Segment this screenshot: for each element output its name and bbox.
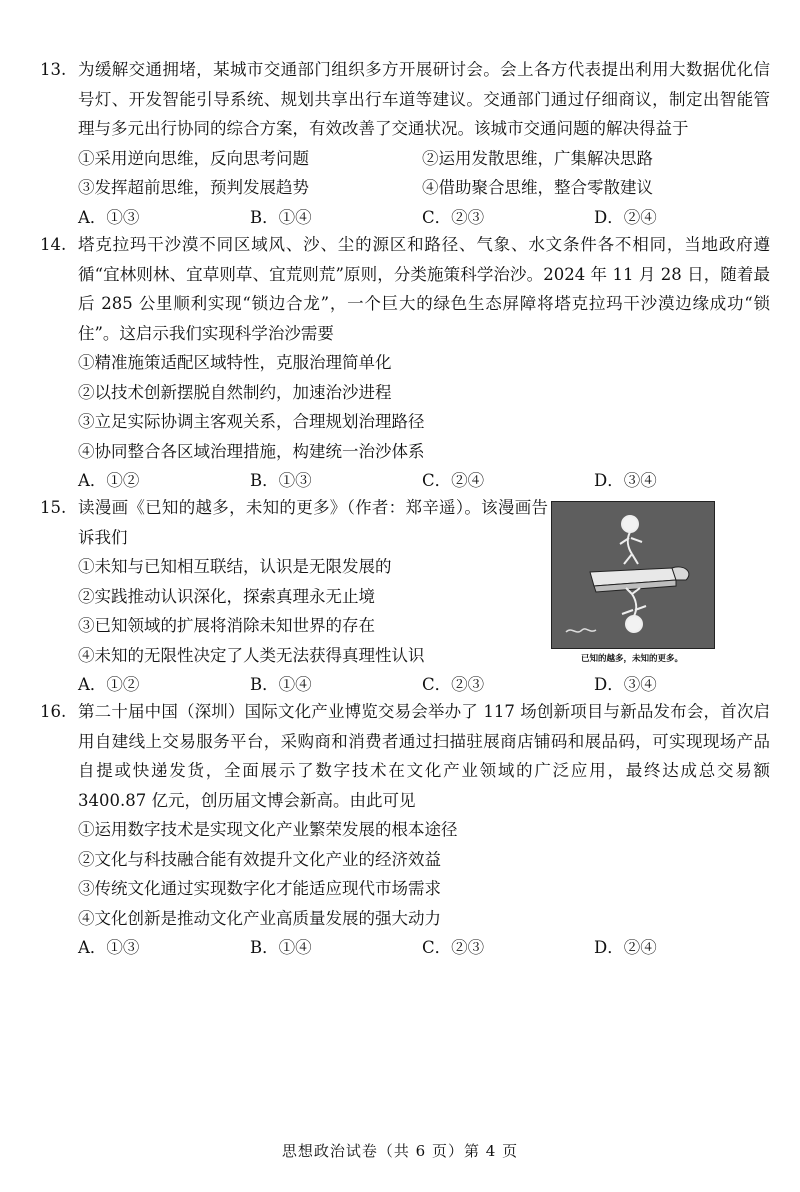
answer-choice-b: B．①④ xyxy=(250,207,312,227)
answer-choice-d: D．③④ xyxy=(594,675,657,694)
question-stem: 塔克拉玛干沙漠不同区域风、沙、尘的源区和路径、气象、水文条件各不相同，当地政府遵循“宜林则林、宜草则草、宜荒则荒”原则，分类施策科学治沙。2024 年 11 月 28 日，随着最后 285 公里顺利实现“锁边合龙”，一个巨大的绿色生态屏障将塔克拉玛干沙漠边缘成功“锁住”。这启示我们实现科学治沙需要 xyxy=(78,235,770,343)
answer-choice-a: A．①③ xyxy=(78,938,140,957)
answer-choice-c: C．②③ xyxy=(422,675,485,694)
question-number: 14. xyxy=(40,235,67,254)
answer-choices xyxy=(78,466,770,496)
statement-option: ③发挥超前思维，预判发展趋势 xyxy=(78,178,309,197)
answer-choice-a: A．①② xyxy=(78,675,140,694)
answer-choices xyxy=(78,933,770,963)
answer-choice-c: C．②③ xyxy=(422,207,485,227)
statement-option: ④文化创新是推动文化产业高质量发展的强大动力 xyxy=(78,908,441,928)
statement-option: ①精准施策适配区域特性，克服治理简单化 xyxy=(78,353,392,372)
answer-choice-d: D．②④ xyxy=(594,938,657,957)
statement-option: ②文化与科技融合能有效提升文化产业的经济效益 xyxy=(78,849,441,869)
answer-choice-d: D．③④ xyxy=(594,471,657,490)
answer-choice-a: A．①② xyxy=(78,471,140,490)
answer-choice-b: B．①④ xyxy=(250,675,312,694)
question-stem: 读漫画《已知的越多，未知的更多》（作者：郑辛遥）。该漫画告诉我们 xyxy=(78,498,548,547)
statement-option: ③立足实际协调主客观关系，合理规划治理路径 xyxy=(78,412,425,431)
question-16 xyxy=(40,697,770,963)
question-14 xyxy=(40,230,770,496)
question-number: 13. xyxy=(40,60,67,79)
answer-choices xyxy=(78,203,770,233)
answer-choices xyxy=(78,670,778,700)
answer-choice-b: B．①③ xyxy=(250,471,312,490)
page-footer: 思想政治试卷（共 6 页）第 4 页 xyxy=(281,1142,519,1160)
statement-option: ④借助聚合思维，整合零散建议 xyxy=(422,178,653,197)
answer-choice-c: C．②④ xyxy=(422,471,485,490)
question-stem: 为缓解交通拥堵，某城市交通部门组织多方开展研讨会。会上各方代表提出利用大数据优化信号灯、开发智能引导系统、规划共享出行车道等建议。交通部门通过仔细商议，制定出智能管理与多元出行协同的综合方案，有效改善了交通状况。该城市交通问题的解决得益于 xyxy=(78,60,770,138)
answer-choice-b: B．①④ xyxy=(250,938,312,957)
cartoon-drawing xyxy=(552,502,714,648)
answer-choice-d: D．②④ xyxy=(594,207,657,227)
statement-option: ①运用数字技术是实现文化产业繁荣发展的根本途径 xyxy=(78,820,458,839)
statement-option: ④未知的无限性决定了人类无法获得真理性认识 xyxy=(78,645,425,665)
statement-option: ③已知领域的扩展将消除未知世界的存在 xyxy=(78,616,375,635)
statement-options xyxy=(78,144,770,203)
statement-option: ②以技术创新摆脱自然制约，加速治沙进程 xyxy=(78,382,392,402)
statement-option: ③传统文化通过实现数字化才能适应现代市场需求 xyxy=(78,879,441,898)
statement-option: ②实践推动认识深化，探索真理永无止境 xyxy=(78,586,375,606)
question-13 xyxy=(40,55,770,232)
question-stem: 第二十届中国（深圳）国际文化产业博览交易会举办了 117 场创新项目与新品发布会，首次启用自建线上交易服务平台，采购商和消费者通过扫描驻展商店铺码和展品码，可实现现场产品自提或快递发货，全面展示了数字技术在文化产业领域的广泛应用，最终达成总交易额 3400.87 亿元，创历届文博会新高。由此可见 xyxy=(78,702,770,810)
cartoon-image xyxy=(551,501,715,649)
question-number: 15. xyxy=(40,498,67,517)
question-number: 16. xyxy=(40,702,67,721)
statement-option: ①采用逆向思维，反向思考问题 xyxy=(78,148,309,168)
answer-choice-a: A．①③ xyxy=(78,207,140,227)
statement-option: ①未知与已知相互联结，认识是无限发展的 xyxy=(78,557,392,576)
statement-option: ④协同整合各区域治理措施，构建统一治沙体系 xyxy=(78,441,425,461)
answer-choice-c: C．②③ xyxy=(422,938,485,957)
cartoon-caption: 已知的越多，未知的更多。 xyxy=(580,654,683,664)
statement-option: ②运用发散思维，广集解决思路 xyxy=(422,148,653,168)
